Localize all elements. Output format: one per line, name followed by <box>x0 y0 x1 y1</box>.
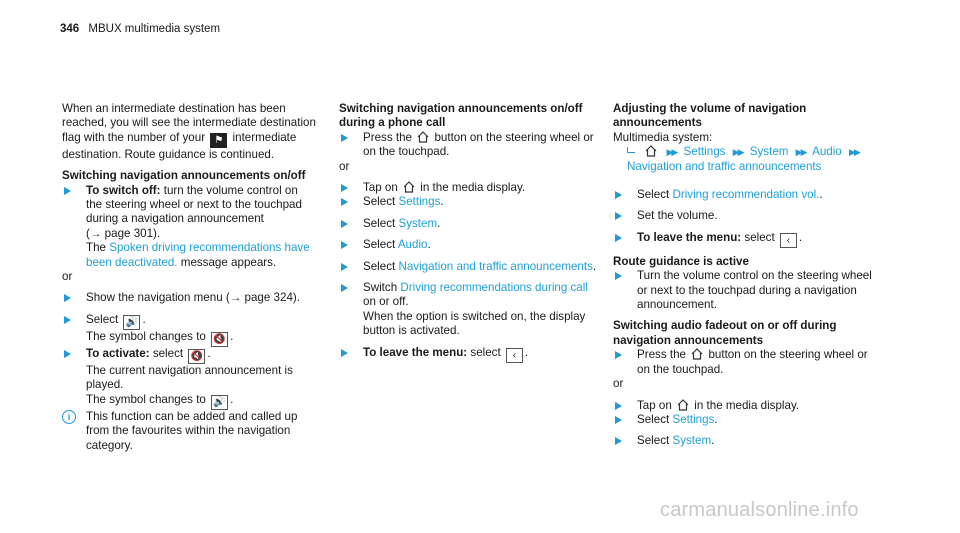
step-tap-home: Tap on in the media display. <box>339 181 601 195</box>
step-arrow-icon <box>615 416 622 424</box>
path-audio-link[interactable]: Audio <box>812 145 842 159</box>
step-arrow-icon <box>341 220 348 228</box>
step-turn-volume: Turn the volume control on the steering wheel or next to the touchpad during a navigation announcement. <box>613 269 873 312</box>
home-icon[interactable] <box>403 181 415 193</box>
step-arrow-icon <box>64 294 71 302</box>
step-arrow-icon <box>615 351 622 359</box>
home-icon[interactable] <box>645 145 657 157</box>
step-select-settings: Select Settings. <box>339 195 601 209</box>
step-arrow-icon <box>341 284 348 292</box>
page-header <box>60 22 220 36</box>
chevron-right-icon: ▶▶ <box>666 147 677 158</box>
path-settings-link[interactable]: Settings <box>683 145 726 159</box>
driving-recommendation-vol-link[interactable]: Driving recommendation vol. <box>672 188 820 202</box>
system-link[interactable]: System <box>672 434 712 448</box>
heading-adjust-volume: Adjusting the volume of navigation announcements <box>613 102 807 130</box>
speaker-off-icon[interactable]: 🔇 <box>188 349 205 364</box>
step-leave-menu: To leave the menu: select ‹ . <box>613 231 873 248</box>
multimedia-system-label: Multimedia system: <box>613 130 713 144</box>
column-3 <box>613 102 873 449</box>
flag-icon: ⚑ <box>210 133 227 148</box>
or-label: or <box>613 377 624 391</box>
step-show-nav-menu: Show the navigation menu (→ page 324). <box>62 291 317 305</box>
step-press-home: Press the button on the steering wheel or on the touchpad. <box>613 348 873 377</box>
step-arrow-icon <box>615 437 622 445</box>
intro-paragraph: When an intermediate destination has been reached, you will see the intermediate destination flag with the number of your ⚑ intermediate destination. Route guidance is continued. <box>62 102 316 161</box>
spoken-recommendations-link[interactable]: Spoken driving recommendations have been deactivated. <box>86 241 310 269</box>
home-icon[interactable] <box>417 131 429 143</box>
column-2 <box>339 102 601 363</box>
step-arrow-icon <box>341 241 348 249</box>
page-number: 346 <box>60 23 80 35</box>
column-1 <box>62 102 317 453</box>
speaker-on-icon: 🔊 <box>211 395 228 410</box>
chevron-right-icon: ▶▶ <box>732 147 743 158</box>
step-select-nav-traffic: Select Navigation and traffic announcements. <box>339 260 601 274</box>
home-icon[interactable] <box>677 399 689 411</box>
step-select-audio: Select Audio. <box>339 238 601 252</box>
heading-nav-announcements: Switching navigation announcements on/off <box>62 169 306 183</box>
or-label: or <box>62 270 73 284</box>
path-nav-traffic-link[interactable]: Navigation and traffic announcements <box>627 159 822 173</box>
watermark: carmanualsonline.info <box>660 499 859 521</box>
info-icon: i <box>62 410 76 424</box>
step-arrow-icon <box>615 191 622 199</box>
step-select-volume: Select Driving recommendation vol.. <box>613 188 873 202</box>
driving-recommendations-call-link[interactable]: Driving recommendations during call <box>400 281 588 295</box>
step-arrow-icon <box>341 263 348 271</box>
step-press-home: Press the button on the steering wheel or on the touchpad. <box>339 131 601 160</box>
page-title: MBUX multimedia system <box>88 23 221 35</box>
path-start-icon <box>627 147 635 153</box>
step-arrow-icon <box>64 187 71 195</box>
step-tap-home: Tap on in the media display. <box>613 399 873 413</box>
step-arrow-icon <box>64 316 71 324</box>
speaker-on-icon[interactable]: 🔊 <box>123 315 140 330</box>
step-arrow-icon <box>341 198 348 206</box>
nav-traffic-announcements-link[interactable]: Navigation and traffic announcements <box>398 259 593 273</box>
step-select-system: Select System. <box>613 434 873 448</box>
step-arrow-icon <box>615 234 622 242</box>
step-arrow-icon <box>341 349 348 357</box>
audio-link[interactable]: Audio <box>397 238 428 252</box>
step-arrow-icon <box>341 134 348 142</box>
step-arrow-icon <box>615 212 622 220</box>
menu-path <box>613 145 873 174</box>
heading-phone-call: Switching navigation announcements on/off during a phone call <box>339 102 583 130</box>
back-icon[interactable]: ‹ <box>506 348 523 363</box>
heading-route-guidance: Route guidance is active <box>613 254 749 268</box>
settings-link[interactable]: Settings <box>672 412 715 426</box>
speaker-off-icon: 🔇 <box>211 332 228 347</box>
step-leave-menu: To leave the menu: select ‹ . <box>339 346 601 363</box>
settings-link[interactable]: Settings <box>398 195 441 209</box>
back-icon[interactable]: ‹ <box>780 233 797 248</box>
chevron-right-icon: ▶▶ <box>795 147 806 158</box>
step-set-volume: Set the volume. <box>613 209 873 223</box>
or-label: or <box>339 159 350 173</box>
step-switch-call-recommendations: Switch Driving recommendations during call on or off. When the option is switched on, the display button is activated. <box>339 281 601 339</box>
step-select-settings: Select Settings. <box>613 413 873 427</box>
step-arrow-icon <box>341 184 348 192</box>
heading-audio-fadeout: Switching audio fadeout on or off during navigation announcements <box>613 319 837 347</box>
step-select-speaker: Select 🔊 . The symbol changes to 🔇 . <box>62 313 317 347</box>
step-activate: To activate: select 🔇 . The current navigation announcement is played. The symbol changes to 🔊 . <box>62 347 317 410</box>
chevron-right-icon: ▶▶ <box>848 147 859 158</box>
step-switch-off: To switch off: turn the volume control on the steering wheel or next to the touchpad during a navigation announcement (→ page 301). The Spoken driving recommendations have been deactivated. message appears. <box>62 184 317 270</box>
step-arrow-icon <box>615 402 622 410</box>
path-system-link[interactable]: System <box>749 145 789 159</box>
step-arrow-icon <box>615 272 622 280</box>
system-link[interactable]: System <box>398 216 438 230</box>
step-select-system: Select System. <box>339 217 601 231</box>
step-arrow-icon <box>64 350 71 358</box>
info-note: i This function can be added and called up from the favourites within the navigation category. <box>62 410 317 453</box>
home-icon[interactable] <box>691 348 703 360</box>
